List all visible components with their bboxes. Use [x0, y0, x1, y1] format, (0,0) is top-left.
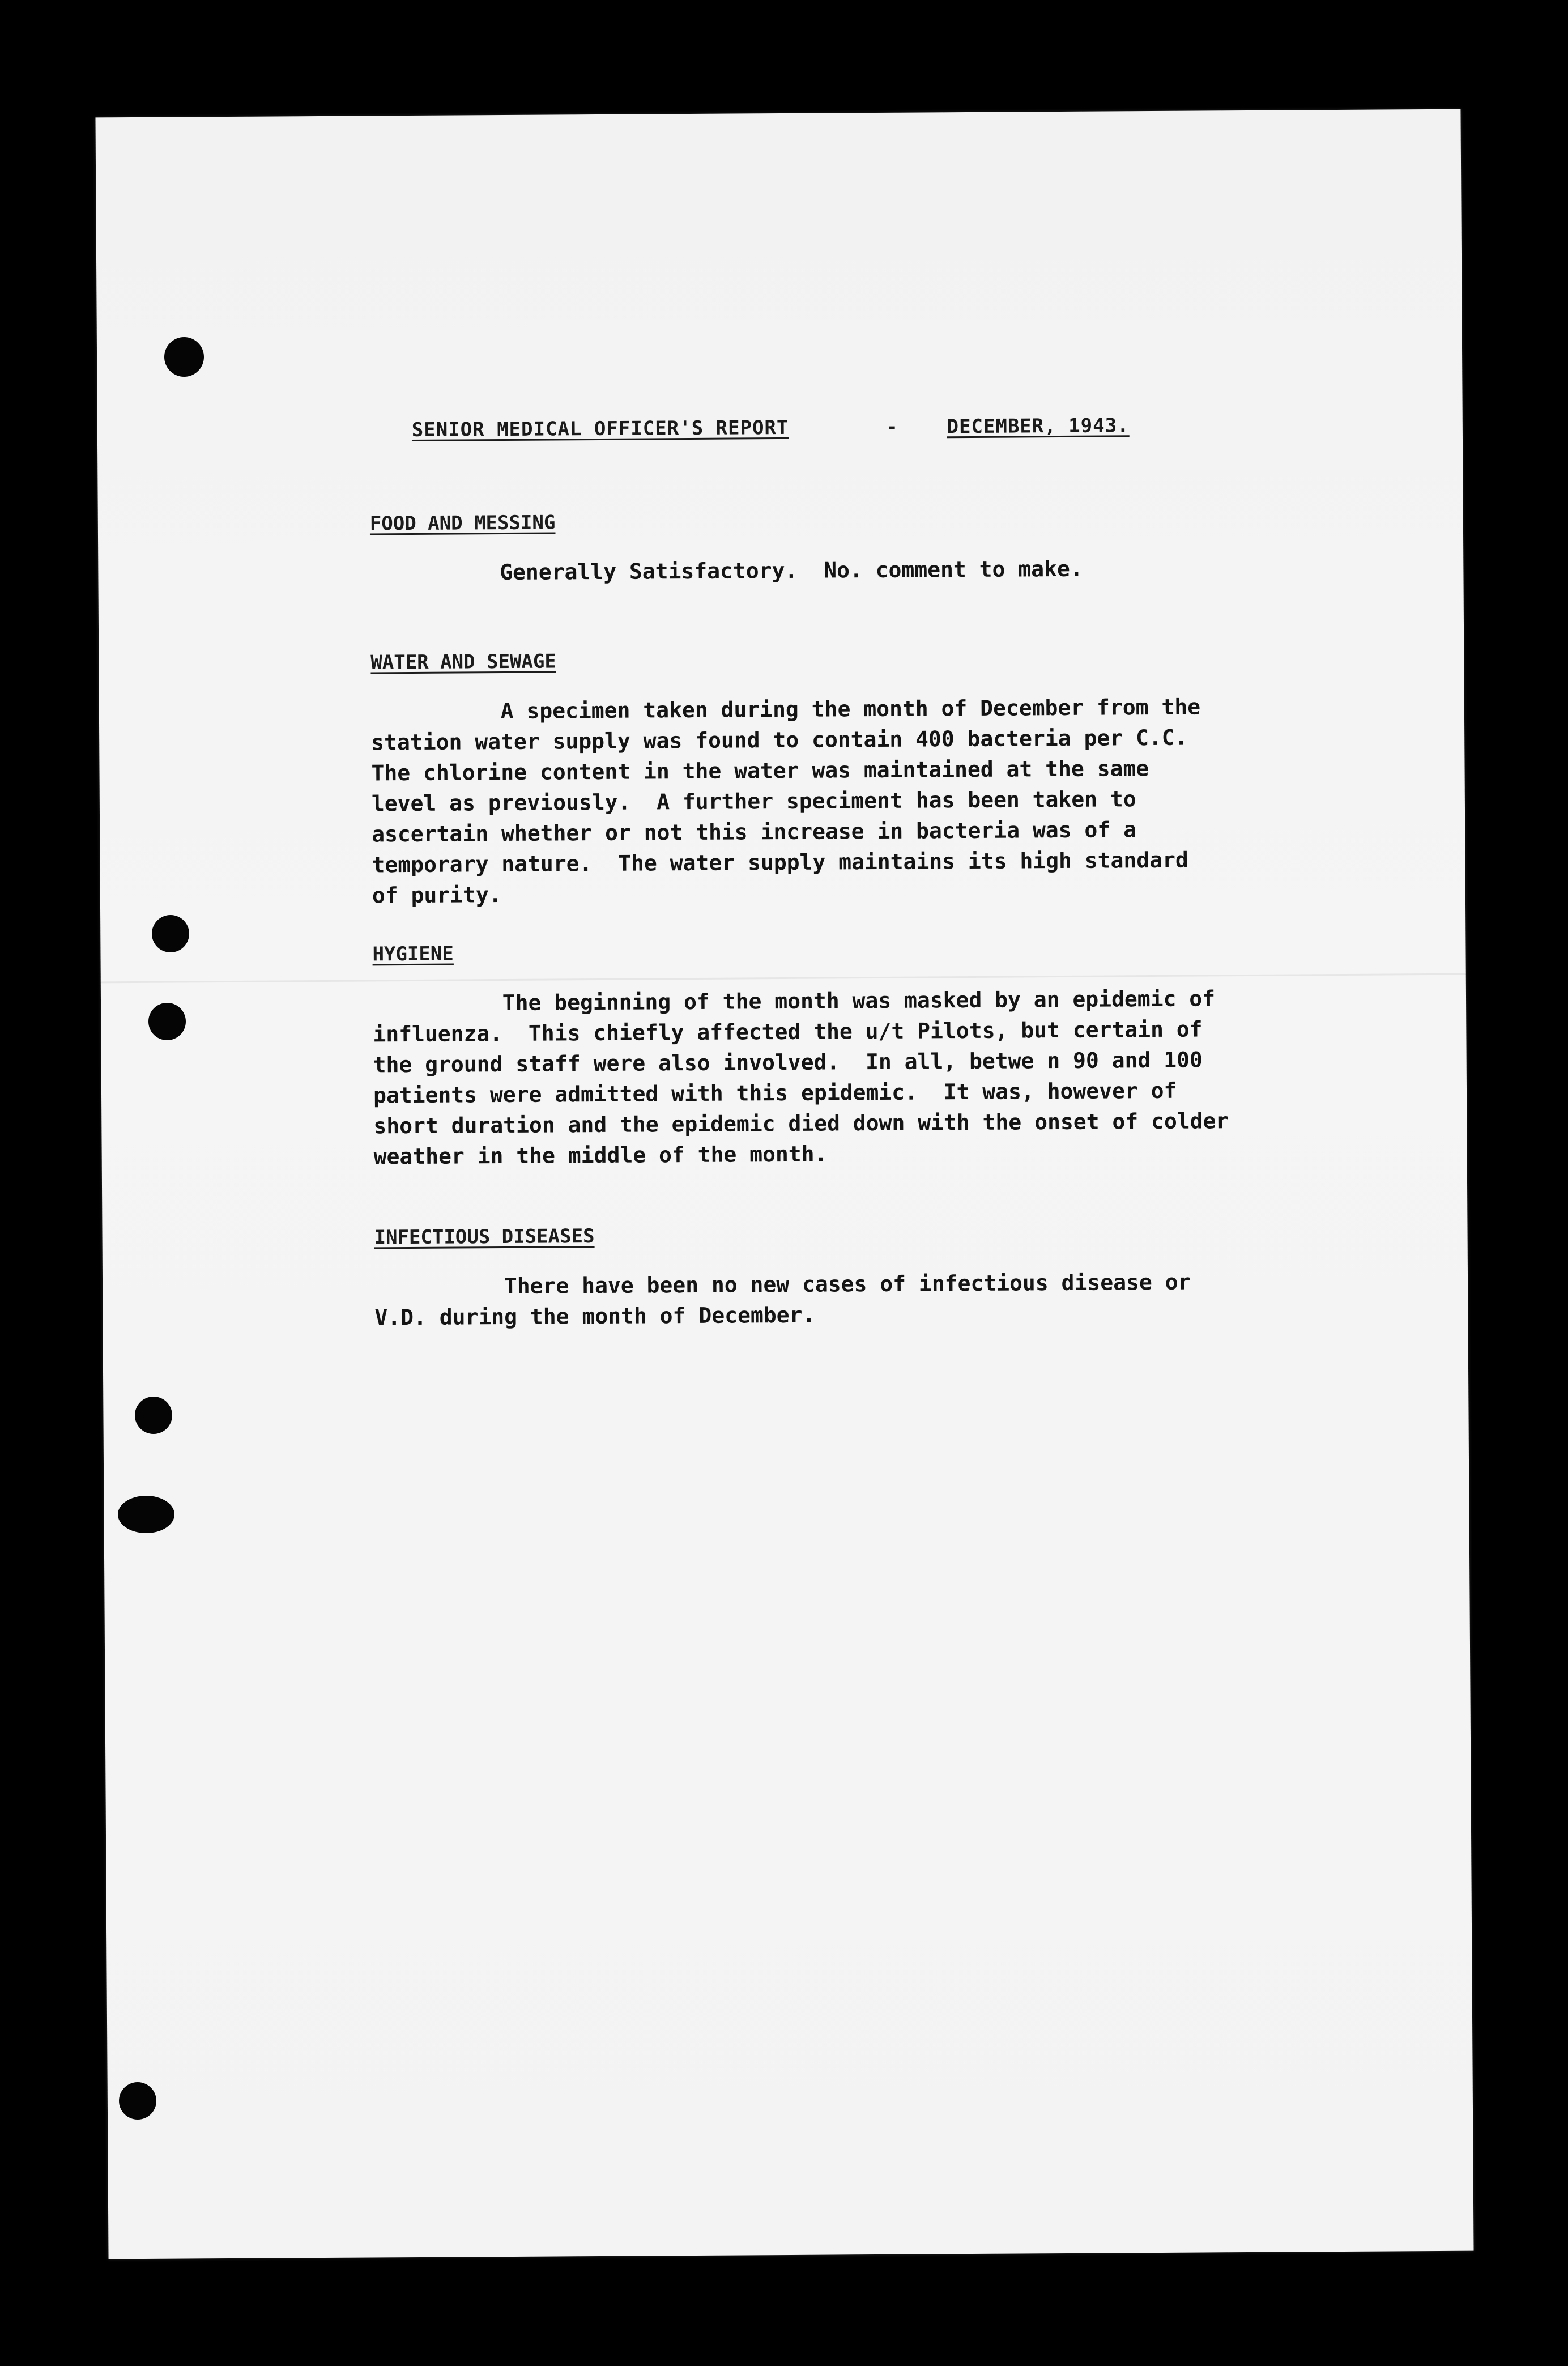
text-line: short duration and the epidemic died down with the onset of colder: [373, 1108, 1229, 1139]
section-text-water-and-sewage: [371, 692, 1201, 911]
punch-hole-mark: [164, 337, 204, 377]
text-line: weather in the middle of the month.: [373, 1141, 828, 1169]
section-text-infectious-diseases: [374, 1267, 1191, 1333]
text-line: temporary nature. The water supply maintains its high standard: [372, 847, 1188, 878]
text-line: The beginning of the month was masked by an epidemic of: [372, 986, 1216, 1016]
punch-hole-mark: [148, 1003, 186, 1040]
punch-hole-mark: [119, 2082, 156, 2120]
section-text-hygiene: [373, 983, 1229, 1172]
section-heading-infectious-diseases: INFECTIOUS DISEASES: [374, 1225, 595, 1249]
document-page: [95, 109, 1473, 2259]
text-line: There have been no new cases of infectious disease or: [374, 1269, 1191, 1300]
text-line: Generally Satisfactory. No. comment to make.: [370, 556, 1083, 586]
text-line: patients were admitted with this epidemic. It was, however of: [373, 1078, 1177, 1108]
section-text-food-and-messing: [370, 554, 1083, 589]
text-line: The chlorine content in the water was maintained at the same: [371, 756, 1149, 786]
text-line: ascertain whether or not this increase in bacteria was of a: [372, 817, 1137, 847]
text-line: of purity.: [372, 882, 502, 908]
punch-hole-mark: [135, 1397, 172, 1434]
report-title-line: [412, 414, 1130, 441]
report-title: SENIOR MEDICAL OFFICER'S REPORT: [411, 416, 789, 441]
page-fold-line: [101, 973, 1466, 984]
text-line: V.D. during the month of December.: [374, 1302, 816, 1330]
text-line: A specimen taken during the month of December from the: [370, 694, 1201, 725]
text-line: the ground staff were also involved. In all, betwe n 90 and 100: [373, 1047, 1203, 1078]
section-heading-water-and-sewage: WATER AND SEWAGE: [370, 650, 556, 674]
punch-hole-mark: [118, 1496, 174, 1533]
section-heading-hygiene: HYGIENE: [372, 942, 454, 966]
section-heading-food-and-messing: FOOD AND MESSING: [369, 511, 556, 535]
text-line: influenza. This chiefly affected the u/t Pilots, but certain of: [373, 1016, 1203, 1047]
text-line: level as previously. A further speciment has been taken to: [371, 786, 1136, 816]
punch-hole-mark: [152, 915, 189, 952]
title-separator: -: [886, 415, 898, 439]
text-line: station water supply was found to contain 400 bacteria per C.C.: [371, 725, 1188, 755]
report-date: DECEMBER, 1943.: [947, 414, 1130, 439]
